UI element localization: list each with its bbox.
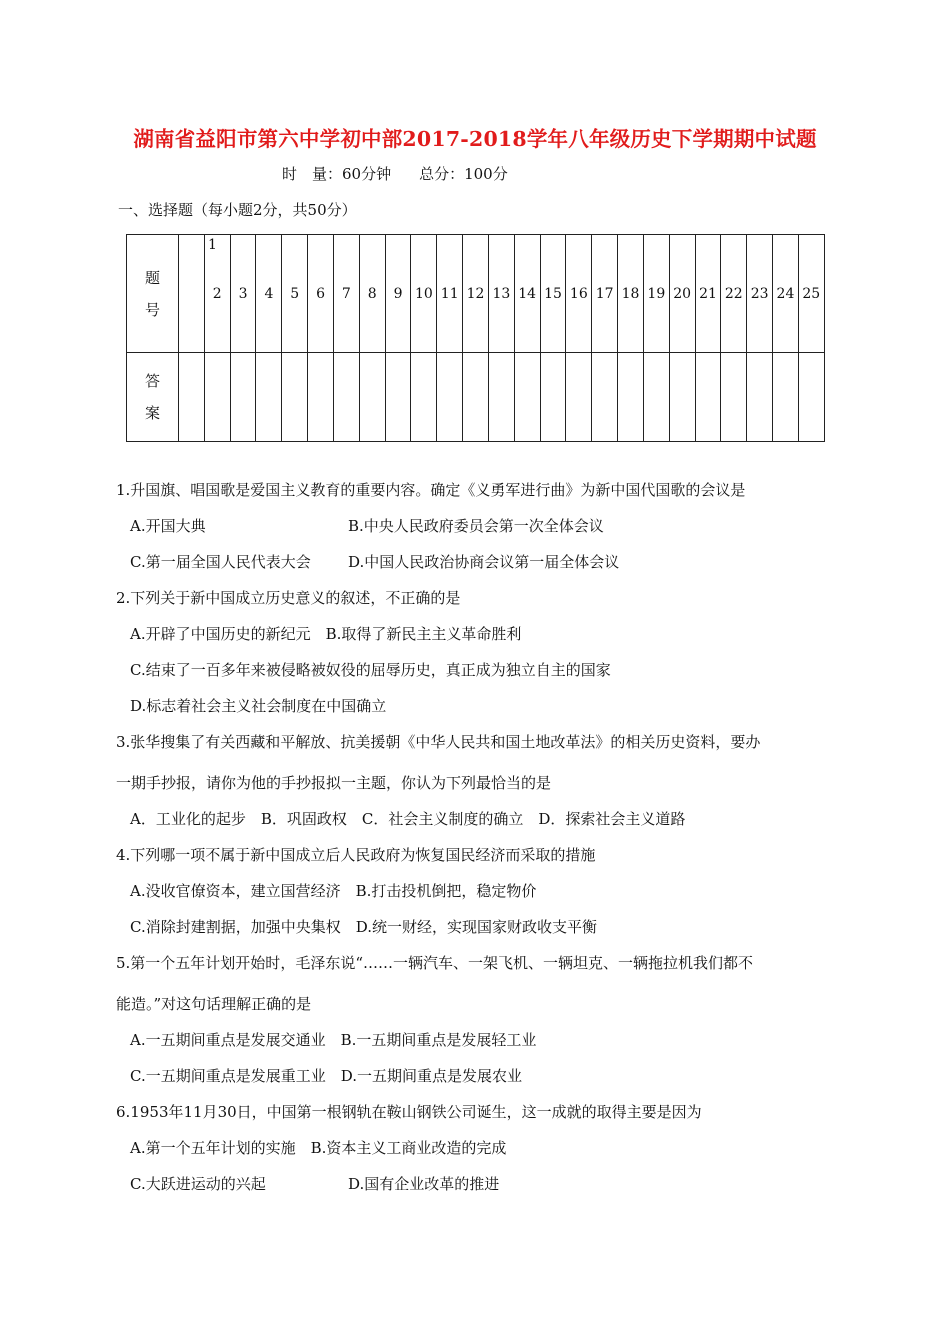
answer-cell[interactable] [695, 353, 721, 442]
answer-cell[interactable] [540, 353, 566, 442]
exam-time: 时 量：60分钟 [282, 165, 392, 183]
question-1-option-b: B.中央人民政府委员会第一次全体会议 [348, 517, 604, 535]
question-number-cell: 8 [359, 235, 385, 353]
question-1-stem: 1.升国旗、唱国歌是爱国主义教育的重要内容。确定《义勇军进行曲》为新中国代国歌的会议是 [116, 481, 746, 499]
question-number-cell: 20 [669, 235, 695, 353]
question-number-cell: 10 [411, 235, 437, 353]
question-5-stem: 5.第一个五年计划开始时，毛泽东说“……一辆汽车、一架飞机、一辆坦克、一辆拖拉机我们都不 [116, 954, 753, 972]
question-6-options-line-1: A.第一个五年计划的实施 B.资本主义工商业改造的完成 [130, 1139, 507, 1157]
answer-cell[interactable] [488, 353, 514, 442]
answer-cell[interactable] [179, 353, 205, 442]
answer-table-answer-row [127, 353, 825, 442]
question-1-options-line-2 [130, 551, 620, 572]
answer-cell[interactable] [798, 353, 824, 442]
answer-cell[interactable] [773, 353, 799, 442]
question-number-cell: 16 [566, 235, 592, 353]
question-5-options-line-1: A.一五期间重点是发展交通业 B.一五期间重点是发展轻工业 [130, 1031, 537, 1049]
answer-cell[interactable] [333, 353, 359, 442]
exam-total-score: 总分：100分 [419, 165, 508, 183]
question-number-cell: 11 [437, 235, 463, 353]
question-2-options-line-1: A.开辟了中国历史的新纪元 B.取得了新民主主义革命胜利 [130, 625, 522, 643]
question-2-options-line-2: C.结束了一百多年来被侵略被奴役的屈辱历史，真正成为独立自主的国家 [130, 661, 611, 679]
question-6-option-c: C.大跃进运动的兴起 [130, 1175, 266, 1193]
question-number-cell: 9 [385, 235, 411, 353]
question-number-cell: 19 [643, 235, 669, 353]
answer-cell[interactable] [437, 353, 463, 442]
answer-cell[interactable] [618, 353, 644, 442]
answer-cell[interactable] [514, 353, 540, 442]
question-number-cell: 1 [179, 235, 205, 353]
answer-cell[interactable] [463, 353, 489, 442]
question-number-cell: 6 [308, 235, 334, 353]
question-number-cell: 25 [798, 235, 824, 353]
question-6-options-line-2 [130, 1173, 500, 1194]
question-number-cell: 18 [618, 235, 644, 353]
section-heading: 一、选择题（每小题2分，共50分） [118, 201, 357, 219]
answer-cell[interactable] [385, 353, 411, 442]
answer-cell[interactable] [669, 353, 695, 442]
question-number-cell: 17 [592, 235, 618, 353]
answer-cell[interactable] [359, 353, 385, 442]
question-2-options-line-3: D.标志着社会主义社会制度在中国确立 [130, 697, 387, 715]
answer-cell[interactable] [643, 353, 669, 442]
answer-cell[interactable] [256, 353, 282, 442]
answer-table [126, 234, 825, 442]
question-number-cell: 13 [488, 235, 514, 353]
question-number-cell: 15 [540, 235, 566, 353]
question-3-stem: 3.张华搜集了有关西藏和平解放、抗美援朝《中华人民共和国土地改革法》的相关历史资料，要办 [116, 733, 761, 751]
question-1-option-a: A.开国大典 [130, 517, 206, 535]
answer-cell[interactable] [411, 353, 437, 442]
question-5-options-line-2: C.一五期间重点是发展重工业 D.一五期间重点是发展农业 [130, 1067, 522, 1085]
question-number-cell: 23 [747, 235, 773, 353]
question-6-stem: 6.1953年11月30日，中国第一根钢轨在鞍山钢铁公司诞生，这一成就的取得主要是因为 [116, 1103, 702, 1121]
answer-cell[interactable] [747, 353, 773, 442]
exam-meta [282, 163, 508, 184]
question-5-stem-continued: 能造。”对这句话理解正确的是 [116, 995, 312, 1013]
question-3-stem-continued: 一期手抄报，请你为他的手抄报拟一主题，你认为下列最恰当的是 [116, 774, 552, 792]
answer-cell[interactable] [282, 353, 308, 442]
question-number-cell: 2 [204, 235, 230, 353]
question-1-option-c: C.第一届全国人民代表大会 [130, 553, 311, 571]
question-4-options-line-1: A.没收官僚资本，建立国营经济 B.打击投机倒把，稳定物价 [130, 882, 537, 900]
question-1-options-line-1 [130, 515, 604, 536]
question-number-cell: 5 [282, 235, 308, 353]
question-number-cell: 24 [773, 235, 799, 353]
question-number-cell: 14 [514, 235, 540, 353]
question-6-option-d: D.国有企业改革的推进 [348, 1175, 500, 1193]
answer-cell[interactable] [592, 353, 618, 442]
question-1-option-d: D.中国人民政治协商会议第一届全体会议 [348, 553, 620, 571]
question-number-cell: 21 [695, 235, 721, 353]
question-number-cell: 7 [333, 235, 359, 353]
question-number-cell: 3 [230, 235, 256, 353]
answer-cell[interactable] [566, 353, 592, 442]
question-2-stem: 2.下列关于新中国成立历史意义的叙述，不正确的是 [116, 589, 461, 607]
question-number-cell: 12 [463, 235, 489, 353]
answer-cell[interactable] [721, 353, 747, 442]
question-4-options-line-2: C.消除封建割据，加强中央集权 D.统一财经，实现国家财政收支平衡 [130, 918, 597, 936]
question-number-cell: 22 [721, 235, 747, 353]
exam-title: 湖南省益阳市第六中学初中部2017-2018学年八年级历史下学期期中试题 [133, 127, 817, 151]
answer-table-number-row [127, 235, 825, 353]
answer-cell[interactable] [204, 353, 230, 442]
question-number-cell: 4 [256, 235, 282, 353]
question-3-options-line-1: A．工业化的起步 B．巩固政权 C．社会主义制度的确立 D．探索社会主义道路 [130, 810, 686, 828]
answer-cell[interactable] [230, 353, 256, 442]
row-label-question-number: 题号 [127, 235, 179, 353]
question-4-stem: 4.下列哪一项不属于新中国成立后人民政府为恢复国民经济而采取的措施 [116, 846, 596, 864]
row-label-answer: 答案 [127, 353, 179, 442]
answer-cell[interactable] [308, 353, 334, 442]
